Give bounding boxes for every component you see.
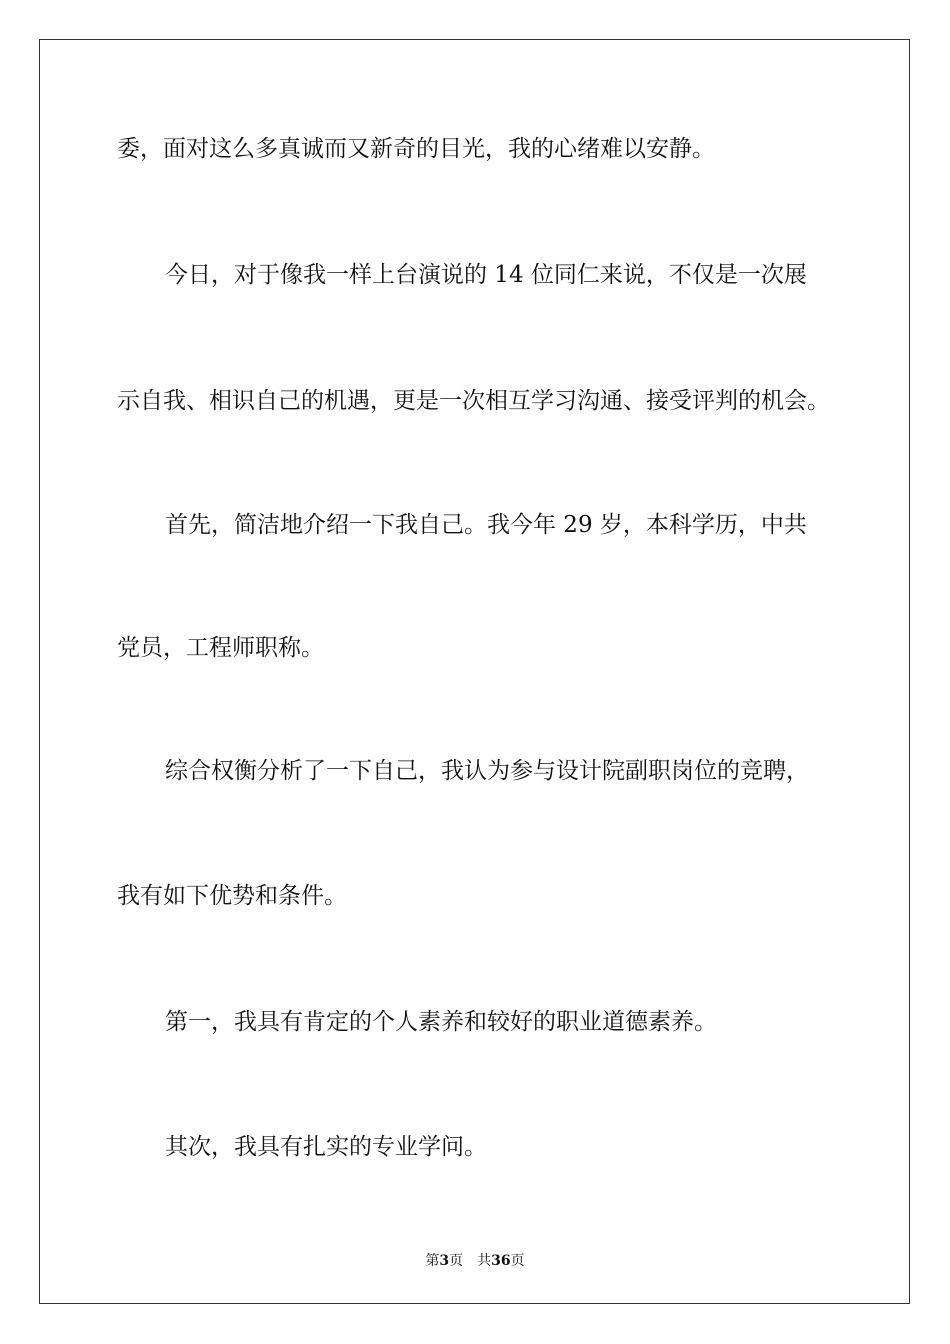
text-line-4: 首先，简洁地介绍一下我自己。我今年 29 岁，本科学历，中共 [165, 512, 807, 538]
text-line-2: 今日，对于像我一样上台演说的 14 位同仁来说，不仅是一次展 [165, 262, 807, 288]
text-line-8: 第一，我具有肯定的个人素养和较好的职业道德素养。 [165, 1009, 717, 1035]
text-line-7: 我有如下优势和条件。 [117, 883, 347, 909]
page-border [39, 39, 910, 1304]
footer-total-prefix: 共 [477, 1253, 492, 1269]
text-line-6: 综合权衡分析了一下自己，我认为参与设计院副职岗位的竞聘， [165, 758, 809, 784]
text-line-3: 示自我、相识自己的机遇，更是一次相互学习沟通、接受评判的机会。 [117, 388, 830, 414]
footer-page-number: 3 [439, 1253, 450, 1269]
footer-page-prefix: 第 [425, 1253, 440, 1269]
text-line-1: 委，面对这么多真诚而又新奇的目光，我的心绪难以安静。 [117, 136, 715, 162]
page-footer [0, 1250, 950, 1270]
footer-total-pages: 36 [491, 1253, 511, 1269]
footer-page-suffix: 页 [449, 1253, 464, 1269]
footer-total-suffix: 页 [510, 1253, 525, 1269]
text-line-5: 党员，工程师职称。 [117, 635, 324, 661]
text-line-9: 其次，我具有扎实的专业学问。 [165, 1134, 487, 1160]
